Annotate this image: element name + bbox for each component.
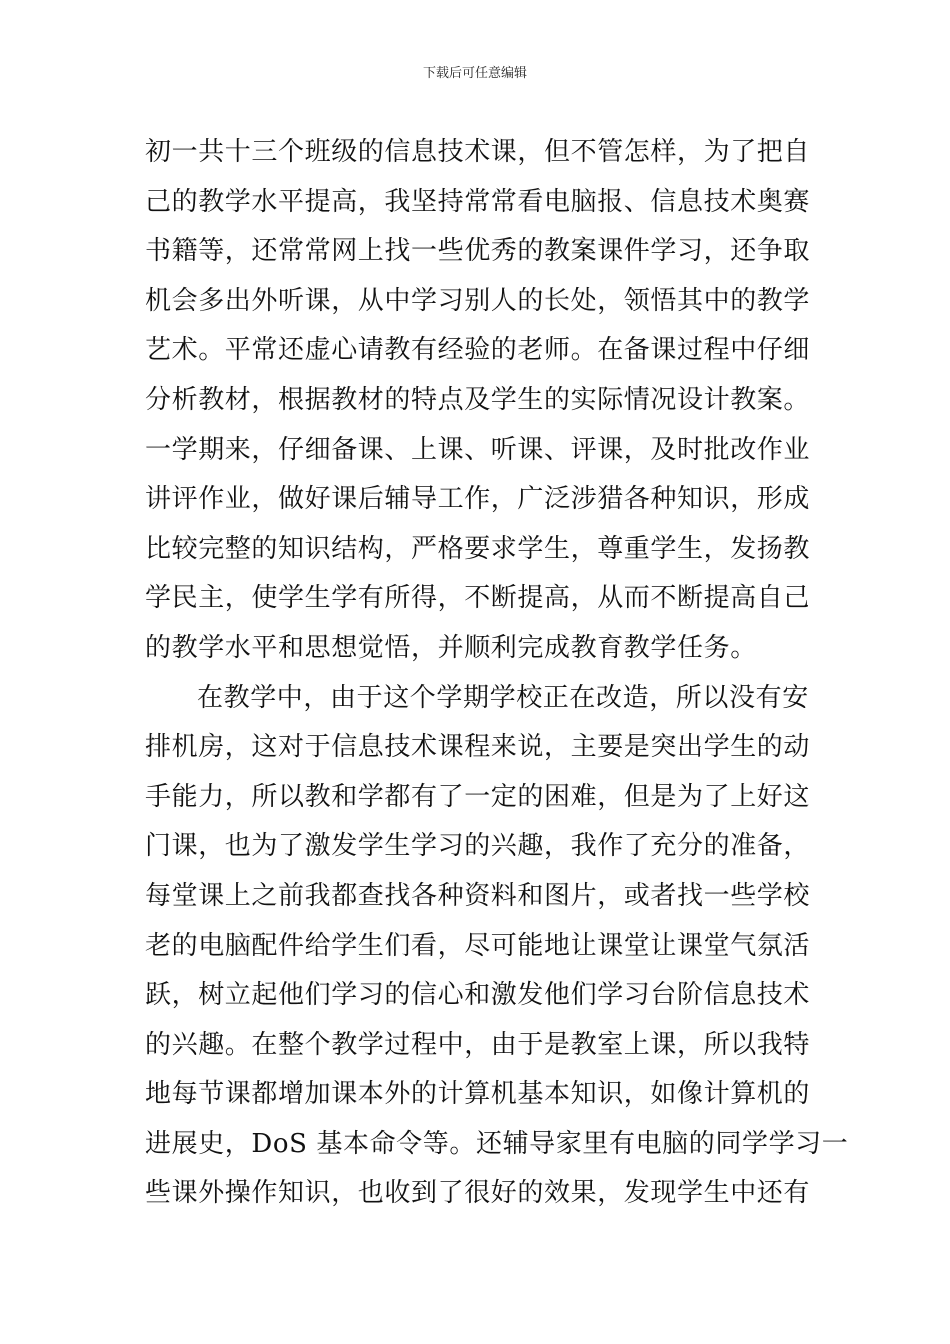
paragraph-1 [145,128,810,674]
text-line: 跃，树立起他们学习的信心和激发他们学习台阶信息技术 [145,980,811,1011]
paragraph-2 [145,674,849,1220]
text-line: 手能力，所以教和学都有了一定的困难，但是为了上好这 [145,781,811,812]
text-line: 艺术。平常还虚心请教有经验的老师。在备课过程中仔细 [145,335,811,366]
text-line: 分析教材，根据教材的特点及学生的实际情况设计教案。 [145,384,811,415]
text-line: 老的电脑配件给学生们看，尽可能地让课堂让课堂气氛活 [145,930,811,961]
text-line: 在教学中，由于这个学期学校正在改造，所以没有安 [197,682,809,713]
text-line: 的兴趣。在整个教学过程中，由于是教室上课，所以我特 [145,1029,811,1060]
text-line: 进展史，DoS 基本命令等。还辅导家里有电脑的同学学习一 [145,1128,849,1159]
header-note: 下载后可任意编辑 [422,66,527,81]
text-line: 门课，也为了激发学生学习的兴趣，我作了充分的准备， [145,831,811,862]
text-line: 初一共十三个班级的信息技术课，但不管怎样，为了把自 [145,137,811,167]
text-line: 排机房，这对于信息技术课程来说，主要是突出学生的动 [145,732,811,763]
text-line: 讲评作业，做好课后辅导工作，广泛涉猎各种知识，形成 [145,484,811,515]
text-line: 书籍等，还常常网上找一些优秀的教案课件学习，还争取 [145,236,811,267]
body-text [145,128,849,1219]
text-line: 一学期来，仔细备课、上课、听课、评课，及时批改作业 [145,434,811,465]
text-line: 些课外操作知识，也收到了很好的效果，发现学生中还有 [145,1178,811,1209]
text-line: 每堂课上之前我都查找各种资料和图片，或者找一些学校 [145,880,811,911]
text-line: 比较完整的知识结构，严格要求学生，尊重学生，发扬教 [145,533,811,564]
text-line: 己的教学水平提高，我坚持常常看电脑报、信息技术奥赛 [145,186,811,217]
text-line: 学民主，使学生学有所得，不断提高，从而不断提高自己 [145,583,811,614]
text-line: 的教学水平和思想觉悟，并顺利完成教育教学任务。 [145,632,757,663]
text-line: 地每节课都增加课本外的计算机基本知识，如像计算机的 [145,1079,811,1110]
text-line: 机会多出外听课，从中学习别人的长处，领悟其中的教学 [145,285,811,316]
